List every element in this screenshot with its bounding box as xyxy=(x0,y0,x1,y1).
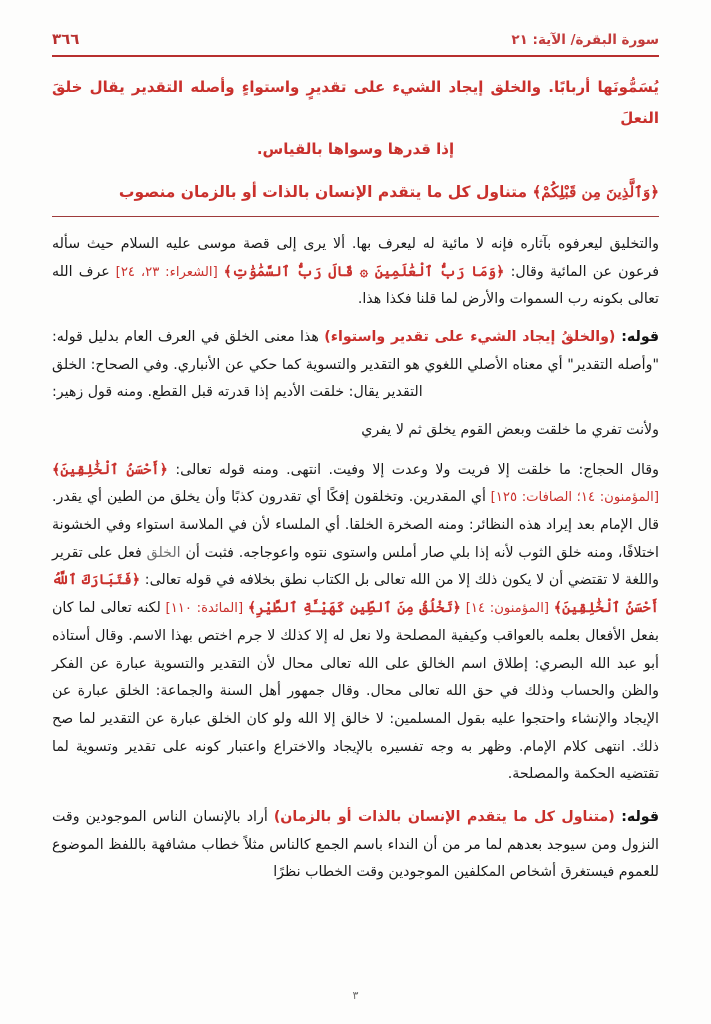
paragraph-qawluhu-mutanawil xyxy=(52,804,659,887)
text-run-plain: فعل على تقرير واللغة لا تقتضي أن لا يكون ذلك إلا من الله تعالى بل الكتاب نطق بخلافه في قوله تعالى: xyxy=(52,544,659,589)
header-divider-rule xyxy=(52,55,659,57)
paragraph-hajjaj xyxy=(52,457,659,789)
section-divider-rule xyxy=(52,216,659,217)
text-run-red-bold: (والخلقُ إيجاد الشيء على تقدير واستواء) xyxy=(324,328,616,345)
text-run-plain: هذا معنى الخلق في العرف العام بدليل قوله: "وأصله التقدير" أي معناه الأصلي اللغوي هو التقدير والتسوية كما حكي عن الأنباري. وفي الصحاح: الخلق التقدير يقال: خلقت الأديم إذا قدرته قبل القطع. ومنه قول زهير: xyxy=(52,328,659,401)
text-run-dark-bold: قوله: xyxy=(614,808,659,825)
paragraph-qawluhu-khalq xyxy=(52,324,659,407)
text-run-plain: عرف الله تعالى بكونه رب السموات والأرض لما قلنا فكذا هذا. xyxy=(52,263,659,308)
text-run-plain: والتخليق ليعرفوه بآثاره فإنه لا مائية له ليعرف بها. ألا يرى إلى قصة موسى عليه السلام حيث سأله فرعون عن المائية وقال: xyxy=(52,235,660,280)
text-run-cite: [الشعراء: ٢٣، ٢٤] xyxy=(109,264,224,280)
verse-headline-comment: متناول كل ما يتقدم الإنسان بالذات أو بالزمان منصوب xyxy=(118,183,528,202)
spacer xyxy=(52,315,659,324)
text-run-red-bold: (متناول كل ما يتقدم الإنسان بالذات أو بالزمان) xyxy=(273,808,615,825)
page-header xyxy=(52,30,659,54)
spacer-2 xyxy=(52,790,659,804)
page-content xyxy=(52,72,659,984)
text-run-plain: أي المقدرين. وتخلقون إفكًا أي تقدرون كذبًا وأن يخلق من الطين أي يقدر. قال الإمام بعد إيراد هذه النظائر: ومنه الصخرة الخلقا. أي الملساء لأن في الملاسة استواء وفي الخشونة اختلافًا، ومنه خلق الثوب لأنه إذا بلي صار أملس واستوى نتوه واعوجاجه. فثبت أن xyxy=(52,489,660,561)
lead-red-line-1: يُسَمُّونَها أربابًا. والخلق إيجاد الشيء على تقديرٍ واستواءٍ وأصله التقدير يقال خلقَ النعلَ xyxy=(52,78,659,127)
paragraph-takhliq xyxy=(52,231,659,314)
page-number: ٣٦٦ xyxy=(52,30,80,48)
text-run-cite: [المؤمنون: ١٤؛ الصافات: ١٢٥] xyxy=(485,490,659,506)
text-run-plain: لكنه تعالى لما كان بفعل الأفعال بعلمه بالعواقب وكيفية المصلحة ولا نعل له إلا كذلك لا جرم اختص بهذا الاسم. وقال أستاذه أبو عبد الله البصري: إطلاق اسم الخالق على الله تعالى محال لأن التقدير والتسوية عبارة عن الفكر والظن والحساب وذلك في حق الله تعالى محال. وقال جمهور أهل السنة والجماعة: الخلق عبارة عن الإيجاد والإنشاء واحتجوا عليه بقول المسلمين: لا خالق إلا الله ولو كان الخلق عبارة عن التقدير لما صح ذلك. انتهى كلام الإمام. وظهر به وجه تفسيره بالإيجاد والاختراع واعتبار كونه على تقدير وتسوية لما تقتضيه الحكمة والمصلحة. xyxy=(52,600,659,783)
poetry-line: ولأنت تفري ما خلقت وبعض القوم يخلق ثم لا يفري xyxy=(361,422,659,438)
lead-red-line-2: إذا قدرها وسواها بالقياس. xyxy=(256,139,455,158)
text-run-quran: ﴿تَخْلُقُ مِنَ ٱلطِّينِ كَهَيْـَٔةِ ٱلطَّيْرِ﴾ xyxy=(247,600,461,617)
verse-headline xyxy=(52,178,659,207)
text-run-plain: أراد بالإنسان الناس الموجودين وقت النزول ومن سيوجد بعدهم لما مر من أن النداء باسم الجمع كالناس مثلاً خطاب مشافهة باللفظ الموضوع للعموم فيستغرق أشخاص المكلفين الموجودين وقت الخطاب نظرًا xyxy=(52,808,659,881)
lead-red-block xyxy=(52,72,659,164)
text-run-cite: [المؤمنون: ١٤] xyxy=(460,601,554,617)
text-run-quran: ﴿فَتَبَارَكَ ٱللَّهُ أَحْسَنُ ٱلْخَٰلِقِينَ﴾ xyxy=(52,572,659,617)
text-run-cite: [المائدة: ١١٠] xyxy=(160,601,248,617)
text-run-quran: ﴿وَمَا رَبُّ ٱلْعَٰلَمِينَ ۞ قَالَ رَبُّ ٱلسَّمَٰوَٰتِ﴾ xyxy=(223,263,505,280)
surah-reference: سورة البقرة/ الآية: ٢١ xyxy=(511,32,659,48)
quran-verse-text: ﴿وَٱلَّذِينَ مِن قَبْلِكُمْ﴾ xyxy=(532,183,659,202)
footer-mark: ٣ xyxy=(352,989,359,1002)
text-run-quran: ﴿أَحْسَنُ ٱلْخَٰلِقِينَ﴾ xyxy=(52,461,168,478)
text-run-faint: الخلق xyxy=(146,544,181,561)
text-run-plain: وقال الحجاج: ما خلقت إلا فريت ولا وعدت إلا وفيت. انتهى. ومنه قوله تعالى: xyxy=(167,461,659,478)
text-run-dark-bold: قوله: xyxy=(615,328,659,345)
